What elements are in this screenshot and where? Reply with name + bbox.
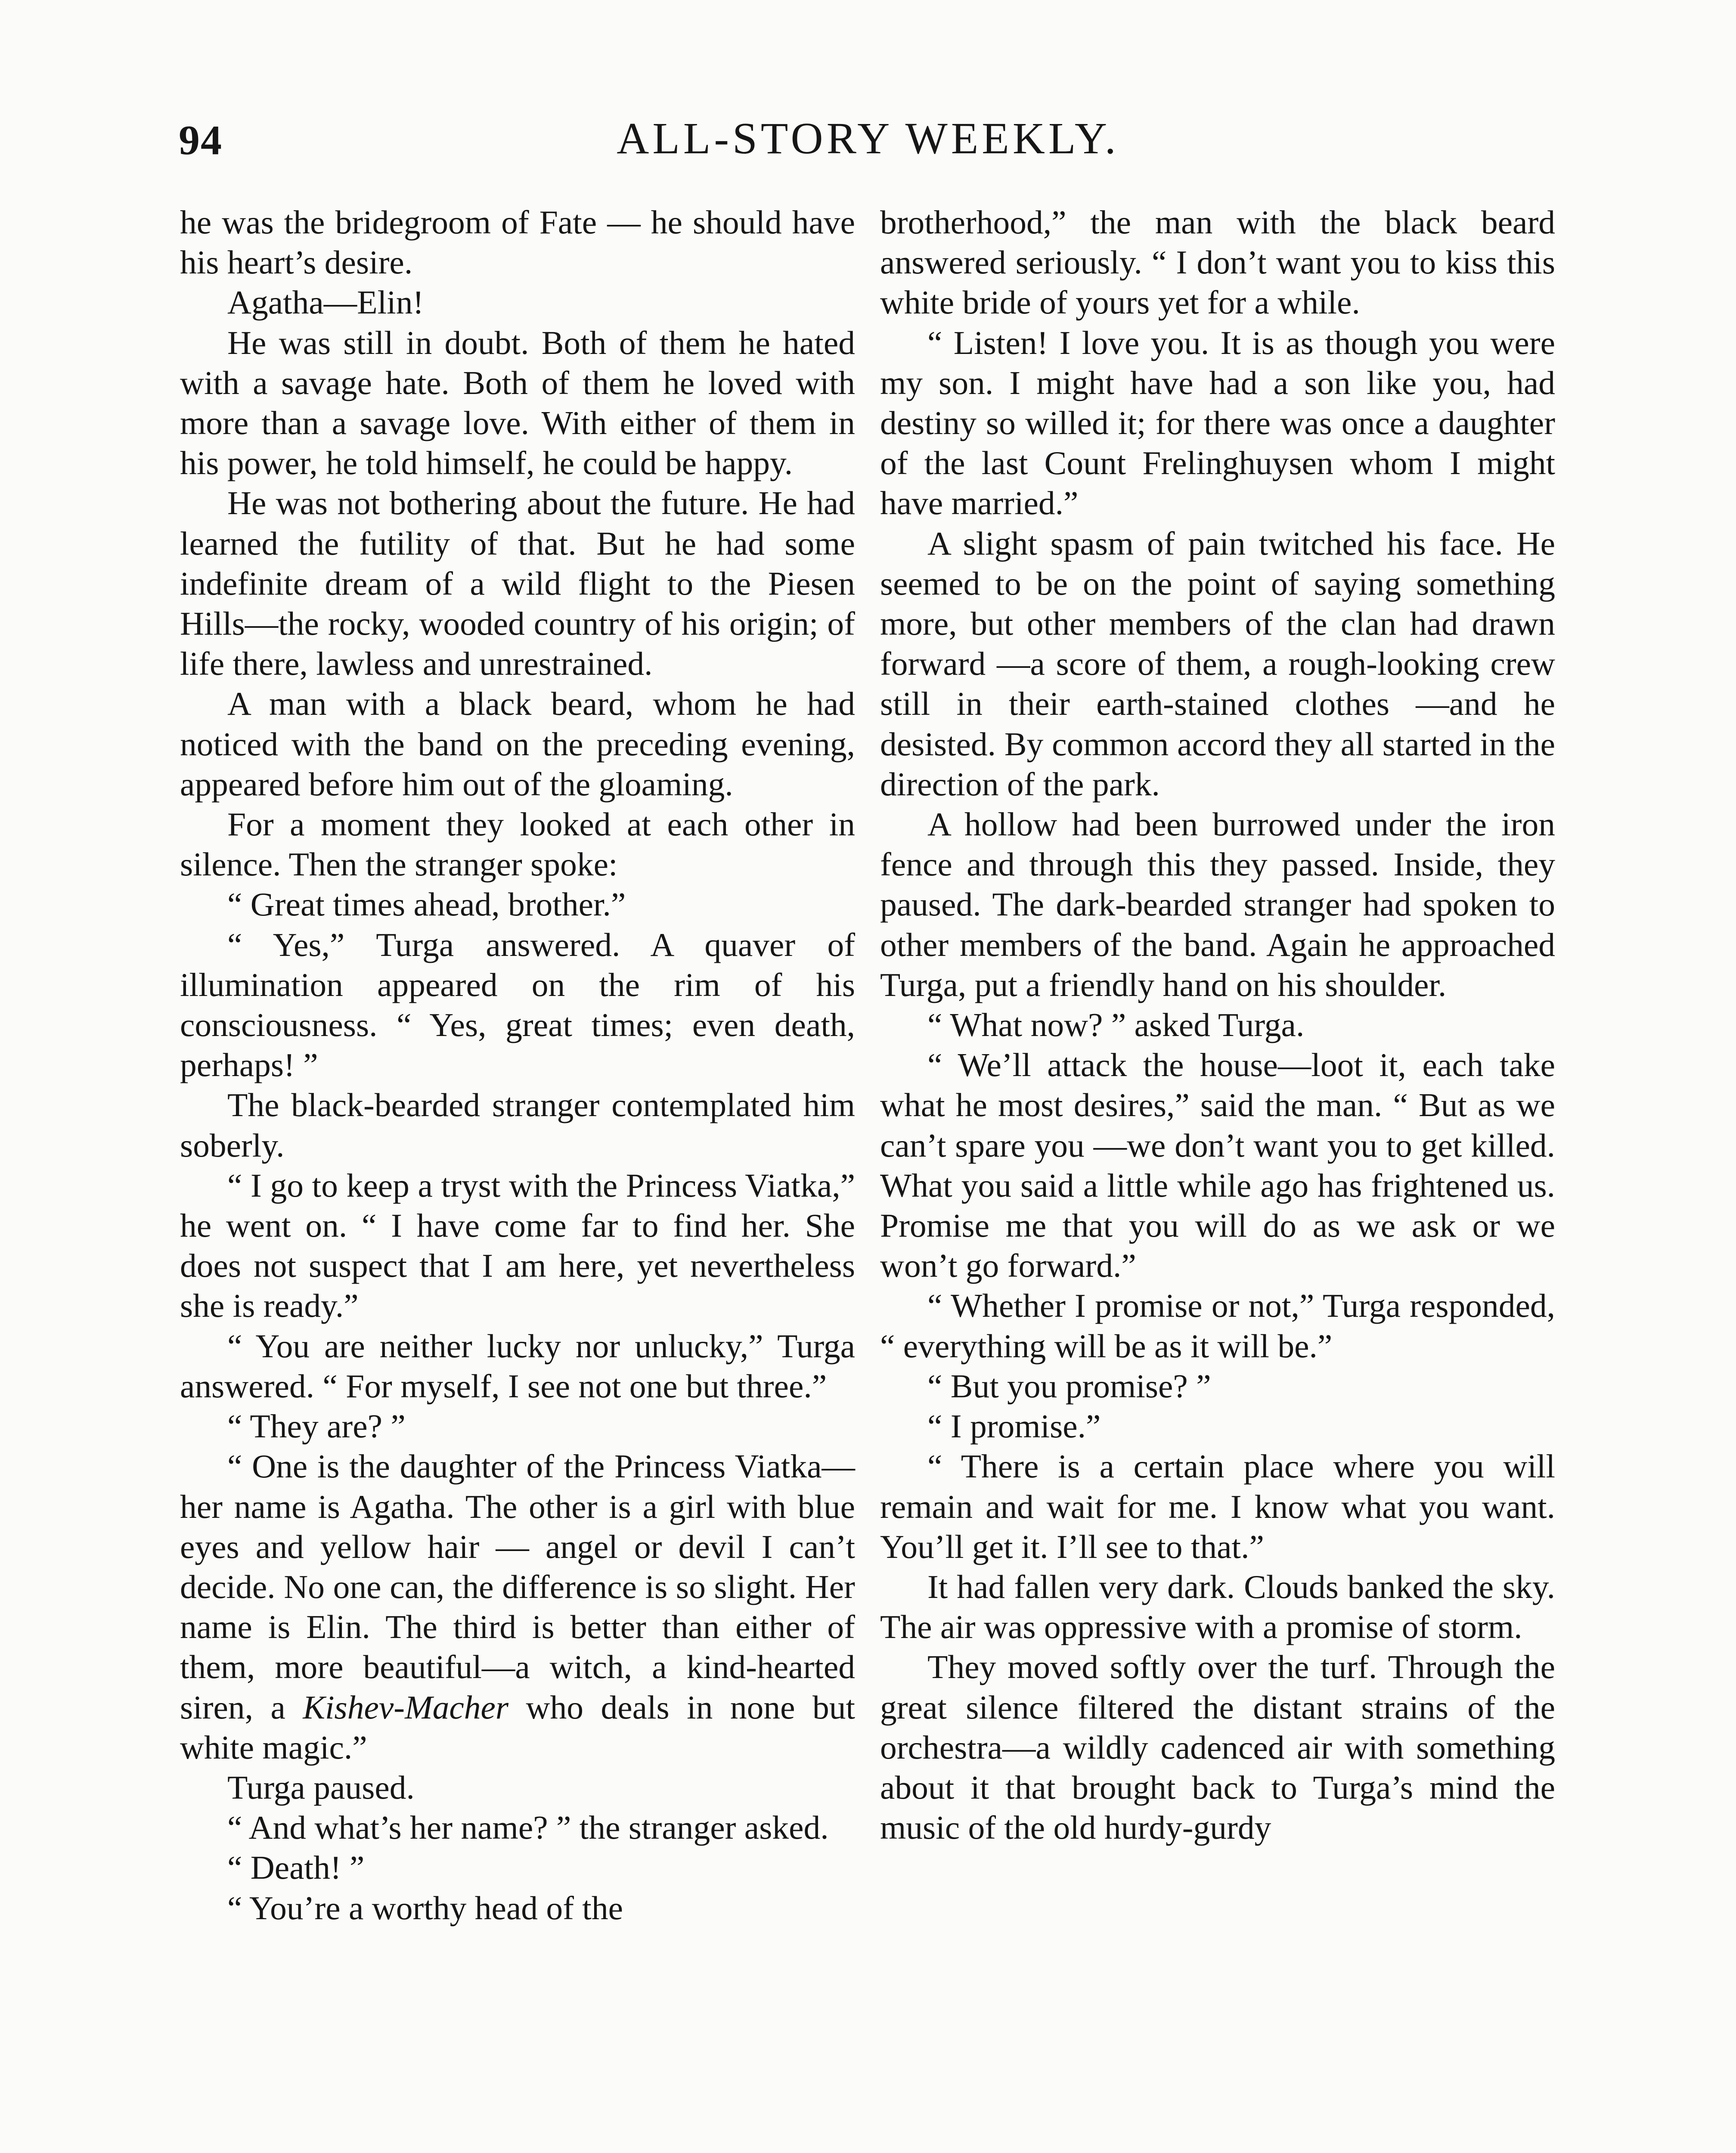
paragraph: He was not bothering about the future. He had learned the futility of that. But he had some indefinite dream of a wild flight to the Piesen Hills—the rocky, wooded country of his origin; of life there, lawless and unrestrained.	[180, 484, 855, 683]
paragraph: A slight spasm of pain twitched his face. He seemed to be on the point of saying something more, but other members of the clan had drawn forward —a score of them, a rough-looking crew still in their earth-stained clothes —and he desisted. By common accord they all started in the direction of the park.	[880, 524, 1555, 803]
paragraph: brotherhood,” the man with the black beard answered seriously. “ I don’t want you to kiss this white bride of yours yet for a while.	[880, 204, 1555, 321]
paragraph: “ Death! ”	[227, 1849, 365, 1886]
paragraph: “ Yes,” Turga answered. A quaver of illumination appeared on the rim of his consciousness. “ Yes, great times; even death, perhaps! ”	[180, 926, 855, 1084]
paragraph: “ There is a certain place where you will remain and wait for me. I know what you want. You’ll get it. I’ll see to that.”	[880, 1448, 1555, 1565]
paragraph: “ They are? ”	[227, 1408, 406, 1445]
paragraph: “ I go to keep a tryst with the Princess Viatka,” he went on. “ I have come far to find her. She does not suspect that I am here, yet nevertheless she is ready.”	[180, 1166, 855, 1325]
paragraph: “ What now? ” asked Turga.	[927, 1006, 1305, 1044]
paragraph: For a moment they looked at each other in silence. Then the stranger spoke:	[180, 806, 855, 883]
left-column	[180, 202, 855, 1928]
paragraph: Agatha—Elin!	[227, 284, 424, 321]
paragraph: They moved softly over the turf. Through the great silence filtered the distant strains of the orchestra—a wildly cadenced air with something about it that brought back to Turga’s mind the music of the old hurdy-gurdy	[880, 1648, 1555, 1846]
paragraph: “ Whether I promise or not,” Turga responded, “ everything will be as it will be.”	[880, 1287, 1555, 1365]
paragraph: The black-bearded stranger contemplated him soberly.	[180, 1086, 855, 1164]
paragraph: A man with a black beard, whom he had noticed with the band on the preceding evening, appeared before him out of the gloaming.	[180, 685, 855, 803]
paragraph: “ But you promise? ”	[927, 1367, 1211, 1405]
italic-term: Kishev-Macher	[303, 1688, 509, 1726]
paragraph: He was still in doubt. Both of them he hated with a savage hate. Both of them he loved with more than a savage love. With either of them in his power, he told himself, he could be happy.	[180, 324, 855, 482]
page-header	[0, 108, 1736, 181]
page-number: 94	[179, 117, 223, 164]
paragraph: “ You are neither lucky nor unlucky,” Turga answered. “ For myself, I see not one but three.”	[180, 1327, 855, 1405]
paragraph-text: who deals in none but white magic.”	[180, 1688, 856, 1766]
paragraph: “ And what’s her name? ” the stranger asked.	[227, 1809, 829, 1846]
paragraph: Turga paused.	[227, 1768, 415, 1806]
paragraph: “ Great times ahead, brother.”	[227, 886, 626, 923]
paragraph-text: “ One is the daughter of the Princess Viatka—her name is Agatha. The other is a girl with blue eyes and yellow hair — angel or devil I can’t decide. No one can, the difference is so slight. Her name is Elin. The third is better than either of them, more beautiful—a witch, a kind-hearted siren, a	[180, 1448, 855, 1726]
paragraph: “ Listen! I love you. It is as though you were my son. I might have had a son like you, had destiny so willed it; for there was once a daughter of the last Count Frelinghuysen whom I might have married.”	[880, 324, 1555, 522]
paragraph: “ You’re a worthy head of the	[227, 1889, 623, 1927]
paragraph: A hollow had been burrowed under the iron fence and through this they passed. Inside, they paused. The dark-bearded stranger had spoken to other members of the band. Again he approached Turga, put a friendly hand on his shoulder.	[880, 806, 1555, 1003]
right-column	[880, 202, 1555, 1848]
paragraph: It had fallen very dark. Clouds banked the sky. The air was oppressive with a promise of storm.	[880, 1568, 1555, 1646]
paragraph	[180, 1446, 855, 1768]
paragraph: he was the bridegroom of Fate — he should have his heart’s desire.	[180, 204, 855, 281]
paragraph: “ We’ll attack the house—loot it, each take what he most desires,” said the man. “ But as we can’t spare you —we don’t want you to get killed. What you said a little while ago has frightened us. Promise me that you will do as we ask or we won’t go forward.”	[880, 1046, 1555, 1284]
paragraph: “ I promise.”	[927, 1408, 1101, 1445]
running-head: ALL-STORY WEEKLY.	[617, 114, 1119, 163]
